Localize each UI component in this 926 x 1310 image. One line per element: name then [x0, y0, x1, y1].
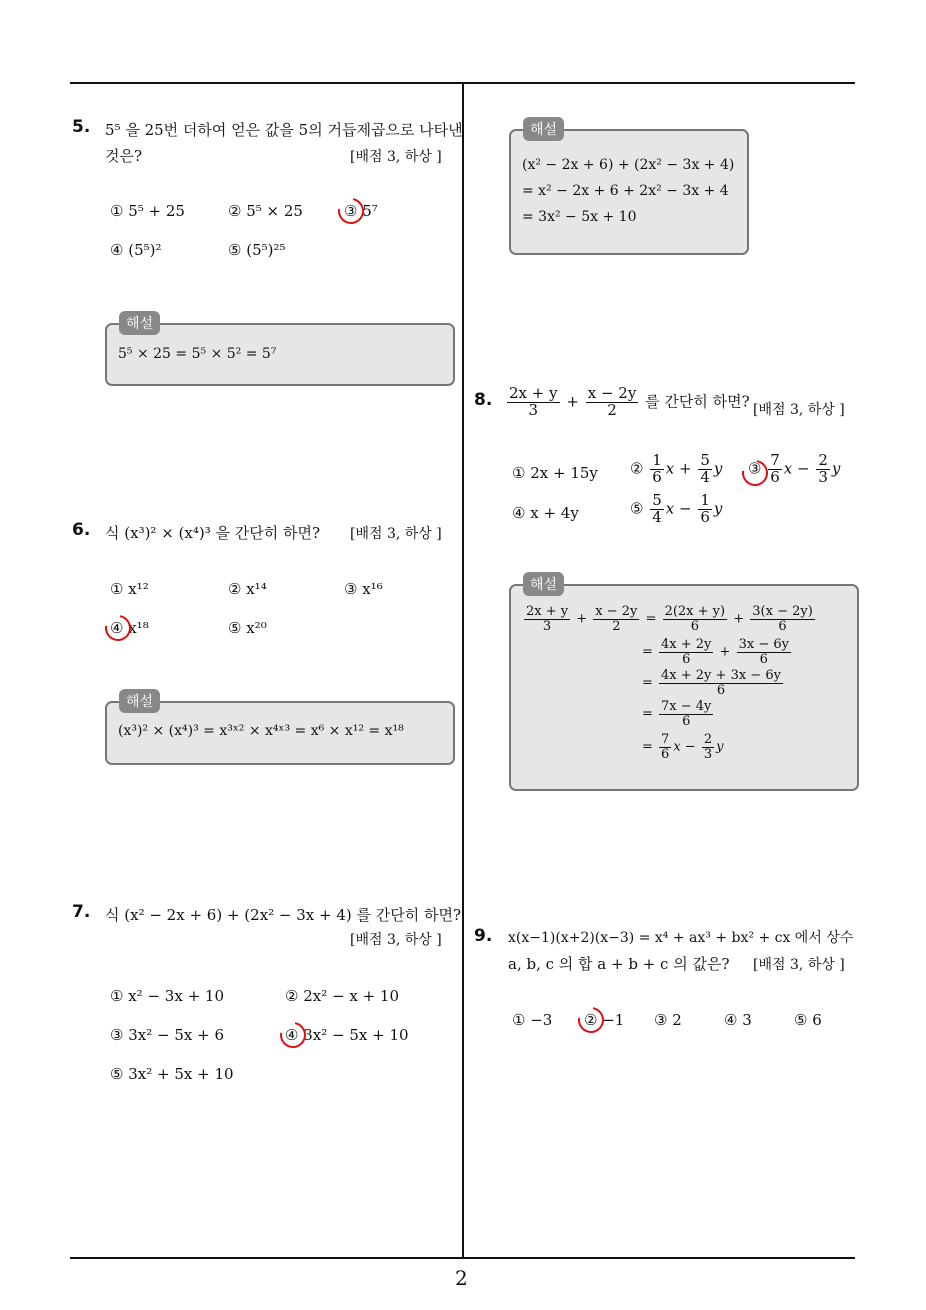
question-9-text-line1: x(x−1)(x+2)(x−3) = x⁴ + ax³ + bx² + cx 에서 상수 — [508, 930, 854, 946]
q6-option-3[interactable]: ③ x¹⁶ — [344, 580, 383, 598]
column-divider — [462, 82, 464, 1258]
question-5-score: [배점 3, 하상 ] — [350, 149, 442, 165]
q8-option-5[interactable]: ⑤ $\frac{5}{4}$ x − $\frac{1}{6}$ y — [630, 491, 723, 526]
q8-option-4[interactable]: ④ x + 4y — [512, 504, 579, 522]
q8-solution-line1: $\frac{2x + y}{3}$ + $\frac{x - 2y}{2}$ = $\frac{2(2x + y)}{6}$ + $\frac{3(x - 2y)}{6}$ — [526, 604, 813, 634]
q8-sol-l2-r2-num: 3x − 6y — [738, 637, 789, 652]
q7-option-3[interactable]: ③ 3x² − 5x + 6 — [110, 1026, 224, 1044]
q8-sol-l1-r1-num: 2(2x + y) — [664, 604, 726, 619]
q9-answer-circle — [573, 1002, 609, 1038]
q6-answer-circle — [100, 610, 136, 646]
q8-sol-l2-r1-den: 6 — [682, 651, 691, 667]
question-9-score: [배점 3, 하상 ] — [753, 957, 845, 973]
q6-solution-tag: 해설 — [119, 689, 160, 713]
q8-opt5-frac-b: $\frac{1}{6}$ — [700, 491, 710, 526]
q8-sol-l3-den: 6 — [716, 682, 726, 698]
question-5-text-line2: 것은? — [105, 147, 143, 165]
question-7-number: 7. — [72, 902, 91, 922]
q8-frac1-numerator: 2x + y — [509, 384, 558, 402]
q6-solution-text: (x³)² × (x⁴)³ = x³ˣ² × x⁴ˣ³ = x⁶ × x¹² = x¹⁸ — [118, 723, 404, 739]
q9-option-5[interactable]: ⑤ 6 — [794, 1011, 822, 1029]
q9-option-4[interactable]: ④ 3 — [724, 1011, 752, 1029]
q8-sol-frac2-num: x − 2y — [595, 604, 638, 619]
q8-option-5-label: ⑤ — [630, 499, 644, 518]
q7-option-2[interactable]: ② 2x² − x + 10 — [285, 987, 399, 1005]
q8-solution-line3: = $\frac{4x + 2y + 3x - 6y}{6}$ — [642, 668, 781, 698]
q7-option-1[interactable]: ① x² − 3x + 10 — [110, 987, 224, 1005]
q8-opt2-frac-b: $\frac{5}{4}$ — [700, 451, 710, 486]
q9-option-3[interactable]: ③ 2 — [654, 1011, 682, 1029]
q8-solution-line5: = $\frac{7}{6}$ x − $\frac{2}{3}$ y — [642, 732, 724, 762]
q8-question-suffix: 를 간단히 하면? — [645, 392, 750, 411]
q8-plus-sign: + — [566, 392, 579, 411]
question-5-text-line1: 5⁵ 을 25번 더하여 얻은 값을 5의 거듭제곱으로 나타낸 — [105, 121, 463, 139]
q7-solution-line3: = 3x² − 5x + 10 — [522, 209, 637, 225]
q8-sol-l3-num: 4x + 2y + 3x − 6y — [661, 668, 781, 683]
q5-option-3[interactable]: ③ 5⁷ — [344, 202, 378, 220]
q7-answer-circle — [275, 1017, 311, 1053]
question-6-number: 6. — [72, 520, 91, 540]
question-8-text — [505, 386, 750, 419]
q8-solution-tag: 해설 — [523, 572, 564, 596]
q8-option-3-label: ③ — [748, 459, 762, 478]
q8-opt5-frac-a: $\frac{5}{4}$ — [652, 491, 662, 526]
q8-option-2[interactable]: ② $\frac{1}{6}$ x + $\frac{5}{4}$ y — [630, 451, 723, 486]
q8-frac2-numerator: x − 2y — [587, 384, 637, 402]
bottom-rule — [70, 1257, 855, 1259]
q8-fraction-1 — [507, 386, 560, 419]
question-8-score: [배점 3, 하상 ] — [753, 402, 845, 418]
q8-sol-frac1-den: 3 — [542, 618, 552, 634]
q5-option-4[interactable]: ④ (5⁵)² — [110, 241, 162, 259]
q8-sol-l2-r1-num: 4x + 2y — [661, 637, 712, 652]
q8-solution-line4: = $\frac{7x - 4y}{6}$ — [642, 699, 712, 729]
q8-sol-l1-r1-den: 6 — [690, 618, 699, 634]
q7-option-4[interactable]: ④ 3x² − 5x + 10 — [285, 1026, 409, 1044]
q8-frac1-denominator: 3 — [528, 400, 539, 419]
q6-option-1[interactable]: ① x¹² — [110, 580, 149, 598]
q8-sol-l2-r2-den: 6 — [759, 651, 768, 667]
q5-answer-circle — [333, 193, 369, 229]
q5-solution-tag: 해설 — [119, 311, 160, 335]
q8-sol-frac2-den: 2 — [612, 618, 621, 634]
q8-sol-l1-r2-num: 3(x − 2y) — [752, 604, 813, 619]
q8-frac2-denominator: 2 — [607, 400, 617, 419]
q8-fraction-2 — [586, 386, 639, 419]
page-number: 2 — [455, 1266, 468, 1290]
q5-option-2[interactable]: ② 5⁵ × 25 — [228, 202, 303, 220]
q8-sol-frac1-num: 2x + y — [526, 604, 569, 619]
q8-option-3[interactable]: ③ $\frac{7}{6}$ x − $\frac{2}{3}$ y — [748, 451, 841, 486]
q8-opt2-frac-a: $\frac{1}{6}$ — [652, 451, 662, 486]
q7-solution-line1: (x² − 2x + 6) + (2x² − 3x + 4) — [522, 157, 735, 173]
question-8-number: 8. — [474, 390, 493, 410]
q6-option-2[interactable]: ② x¹⁴ — [228, 580, 267, 598]
question-9-number: 9. — [474, 926, 493, 946]
question-5-number: 5. — [72, 117, 91, 137]
question-6-text: 식 (x³)² × (x⁴)³ 을 간단히 하면? — [105, 524, 321, 542]
q8-opt3-frac-a: $\frac{7}{6}$ — [770, 451, 780, 486]
q8-option-1[interactable]: ① 2x + 15y — [512, 464, 598, 482]
q9-option-2[interactable]: ② −1 — [584, 1011, 625, 1029]
q7-solution-line2: = x² − 2x + 6 + 2x² − 3x + 4 — [522, 183, 729, 199]
q9-option-1[interactable]: ① −3 — [512, 1011, 553, 1029]
q5-option-1[interactable]: ① 5⁵ + 25 — [110, 202, 185, 220]
q6-option-5[interactable]: ⑤ x²⁰ — [228, 619, 267, 637]
q8-sol-l4-den: 6 — [682, 713, 691, 729]
q8-opt3-frac-b: $\frac{2}{3}$ — [818, 451, 828, 486]
q7-solution-tag: 해설 — [523, 117, 564, 141]
question-6-score: [배점 3, 하상 ] — [350, 526, 442, 542]
q5-option-5[interactable]: ⑤ (5⁵)²⁵ — [228, 241, 286, 259]
q8-option-2-label: ② — [630, 459, 644, 478]
q8-solution-line2: = $\frac{4x + 2y}{6}$ + $\frac{3x - 6y}{6}$ — [642, 637, 789, 667]
q8-sol-l1-r2-den: 6 — [778, 618, 787, 634]
question-7-text: 식 (x² − 2x + 6) + (2x² − 3x + 4) 를 간단히 하면? — [105, 906, 462, 924]
q6-option-4[interactable]: ④ x¹⁸ — [110, 619, 149, 637]
q7-option-5[interactable]: ⑤ 3x² + 5x + 10 — [110, 1065, 234, 1083]
q5-solution-text: 5⁵ × 25 = 5⁵ × 5² = 5⁷ — [118, 346, 277, 362]
question-7-score: [배점 3, 하상 ] — [350, 932, 442, 948]
question-9-text-line2: a, b, c 의 합 a + b + c 의 값은? — [508, 955, 730, 973]
q8-sol-l4-num: 7x − 4y — [661, 699, 712, 714]
